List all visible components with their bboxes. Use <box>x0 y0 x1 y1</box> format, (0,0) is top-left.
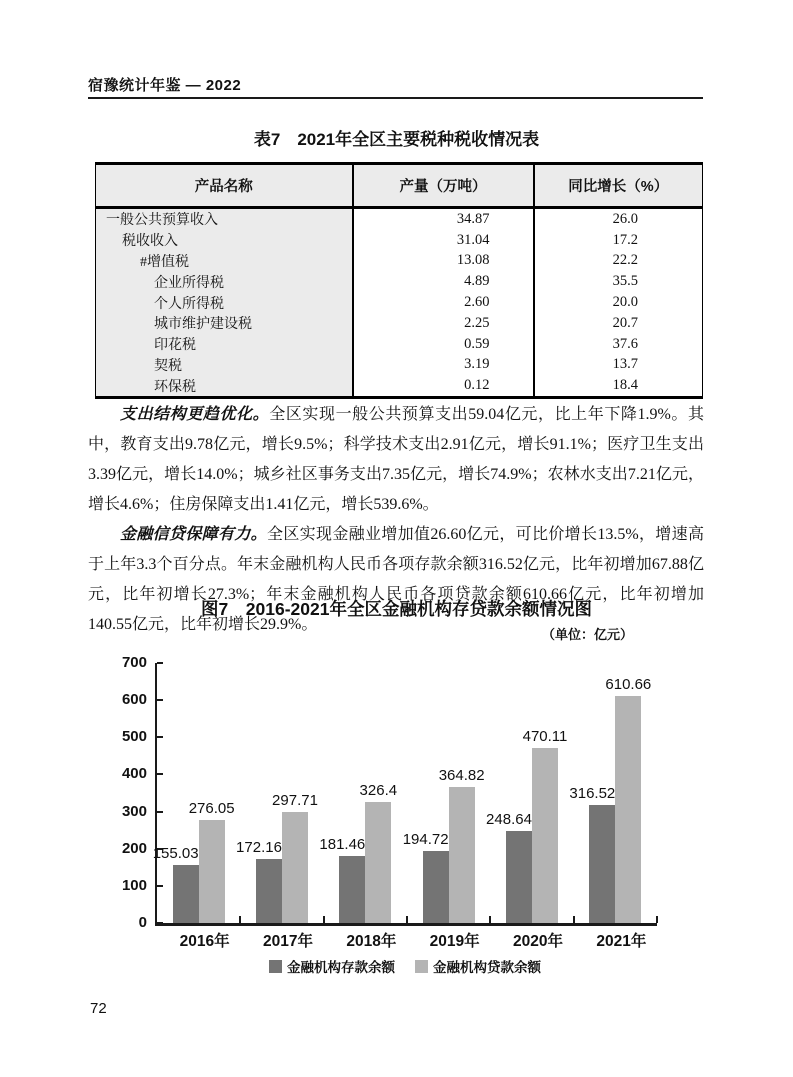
table-header-row <box>96 164 703 208</box>
y-axis-tick <box>157 885 163 887</box>
y-axis-tick <box>157 662 163 664</box>
table-row <box>96 251 703 272</box>
row-output-cell: 2.60 <box>353 292 534 313</box>
chart-legend <box>155 956 655 976</box>
legend-item-loan <box>415 956 541 976</box>
loan-bar-2016年 <box>199 820 225 923</box>
row-output-cell: 0.59 <box>353 334 534 355</box>
y-axis-label: 300 <box>121 802 147 820</box>
bar-value-label: 248.64 <box>486 811 532 828</box>
row-growth-cell: 35.5 <box>534 271 703 292</box>
row-output-cell: 0.12 <box>353 375 534 397</box>
row-name-cell: 税收收入 <box>96 230 353 251</box>
deposit-bar-2018年 <box>339 856 365 923</box>
row-growth-cell: 18.4 <box>534 375 703 397</box>
row-growth-cell: 22.2 <box>534 251 703 272</box>
row-growth-cell: 13.7 <box>534 355 703 376</box>
x-axis-label: 2018年 <box>346 933 397 950</box>
x-axis-tick <box>406 916 408 923</box>
row-name-cell: 城市维护建设税 <box>96 313 353 334</box>
legend-item-deposit <box>269 956 395 976</box>
legend-label: 金融机构贷款余额 <box>433 960 541 975</box>
loan-bar-2017年 <box>282 812 308 923</box>
y-axis-label: 200 <box>121 839 147 857</box>
legend-label: 金融机构存款余额 <box>287 960 395 975</box>
loan-bar-2018年 <box>365 802 391 923</box>
y-axis-tick <box>157 736 163 738</box>
deposit-bar-2016年 <box>173 865 199 923</box>
bar-chart-plot-area <box>121 654 657 950</box>
paragraph-lead: 支出结构更趋优化。 <box>120 406 270 423</box>
bar-value-label: 194.72 <box>402 831 449 848</box>
y-axis-label: 400 <box>121 765 147 783</box>
y-axis-tick <box>157 699 163 701</box>
bar-value-label: 316.52 <box>569 785 616 802</box>
table-row <box>96 355 703 376</box>
bar-value-label: 326.4 <box>359 782 398 799</box>
x-axis-label: 2016年 <box>179 933 230 950</box>
header-rule <box>88 97 703 99</box>
row-name-cell: 一般公共预算收入 <box>96 208 353 230</box>
y-axis-tick <box>157 773 163 775</box>
deposit-bar-2020年 <box>506 831 532 923</box>
paragraph-lead: 金融信贷保障有力。 <box>120 526 267 543</box>
y-axis-label: 100 <box>121 876 147 894</box>
col-header-product-name: 产品名称 <box>96 164 353 208</box>
x-axis-tick <box>489 916 491 923</box>
x-axis-label: 2020年 <box>513 933 563 950</box>
row-name-cell: 环保税 <box>96 375 353 397</box>
row-growth-cell: 26.0 <box>534 208 703 230</box>
y-axis-label: 0 <box>138 914 147 931</box>
row-output-cell: 34.87 <box>353 208 534 230</box>
table-title: 表7 2021年全区主要税种税收情况表 <box>253 130 540 149</box>
table-row <box>96 271 703 292</box>
table-row <box>96 313 703 334</box>
figure-unit-label: （单位：亿元） <box>541 627 633 642</box>
x-axis-tick <box>239 916 241 923</box>
table-row <box>96 334 703 355</box>
row-output-cell: 3.19 <box>353 355 534 376</box>
row-growth-cell: 20.7 <box>534 313 703 334</box>
row-name-cell: 契税 <box>96 355 353 376</box>
row-name-cell: 企业所得税 <box>96 271 353 292</box>
row-name-cell: 个人所得税 <box>96 292 353 313</box>
deposit-bar-2017年 <box>256 859 282 923</box>
paragraph-body: 全区实现一般公共预算支出59.04亿元，比上年下降1.9%。其中，教育支出9.78亿元，增长9.5%；科学技术支出2.91亿元，增长91.1%；医疗卫生支出3.39亿元，增长14.0%；城乡社区事务支出7.35亿元，增长74.9%；农林水支出7.21亿元，增长4.6%；住房保障支出1.41亿元，增长539.6%。 <box>88 406 704 513</box>
loan-bar-2020年 <box>532 748 558 923</box>
bar-value-label: 172.16 <box>236 839 282 856</box>
table-row <box>96 375 703 397</box>
figure-title: 图7 2016-2021年全区金融机构存贷款余额情况图 <box>201 599 592 619</box>
x-axis-tick <box>656 916 658 923</box>
y-axis-tick <box>157 922 163 924</box>
bar-value-label: 364.82 <box>438 767 485 784</box>
x-axis-tick <box>573 916 575 923</box>
bar-value-label: 610.66 <box>605 676 652 693</box>
row-output-cell: 31.04 <box>353 230 534 251</box>
loan-bar-2021年 <box>615 696 641 923</box>
row-output-cell: 2.25 <box>353 313 534 334</box>
x-axis-label: 2021年 <box>596 933 647 950</box>
deposit-bar-2019年 <box>423 851 449 923</box>
yearbook-header: 宿豫统计年鉴 — 2022 <box>88 77 242 94</box>
deposit-swatch-icon <box>269 960 282 973</box>
row-growth-cell: 20.0 <box>534 292 703 313</box>
paragraph-body: 全区实现金融业增加值26.60亿元，可比价增长13.5%，增速高于上年3.3个百分点。年末金融机构人民币各项存款余额316.52亿元，比年初增加67.88亿元，比年初增长27.3%；年末金融机构人民币各项贷款余额610.66亿元，比年初增加140.55亿元，比年初增长29.9%。 <box>88 526 704 633</box>
bar-value-label: 470.11 <box>522 728 568 745</box>
bar-value-label: 276.05 <box>188 800 235 817</box>
paragraph-finance <box>88 520 704 640</box>
table-row <box>96 230 703 251</box>
col-header-output: 产量（万吨） <box>353 164 534 208</box>
col-header-growth: 同比增长（%） <box>534 164 703 208</box>
table-row <box>96 208 703 230</box>
page-number: 72 <box>90 1000 107 1017</box>
tax-table <box>95 162 703 399</box>
row-name-cell: #增值税 <box>96 251 353 272</box>
bar-value-label: 155.03 <box>152 845 199 862</box>
bar-value-label: 181.46 <box>319 836 366 853</box>
table-row <box>96 292 703 313</box>
row-name-cell: 印花税 <box>96 334 353 355</box>
y-axis-tick <box>157 811 163 813</box>
y-axis-label: 500 <box>121 728 147 746</box>
deposit-bar-2021年 <box>589 805 615 923</box>
y-axis-label: 700 <box>121 654 147 671</box>
row-growth-cell: 37.6 <box>534 334 703 355</box>
x-axis-label: 2019年 <box>429 933 480 950</box>
bar-value-label: 297.71 <box>272 792 318 809</box>
loan-bar-2019年 <box>449 787 475 923</box>
row-output-cell: 4.89 <box>353 271 534 292</box>
y-axis-label: 600 <box>121 691 147 709</box>
row-output-cell: 13.08 <box>353 251 534 272</box>
loan-swatch-icon <box>415 960 428 973</box>
x-axis-tick <box>323 916 325 923</box>
paragraph-expenditure <box>88 400 704 520</box>
x-axis-label: 2017年 <box>263 933 313 950</box>
row-growth-cell: 17.2 <box>534 230 703 251</box>
